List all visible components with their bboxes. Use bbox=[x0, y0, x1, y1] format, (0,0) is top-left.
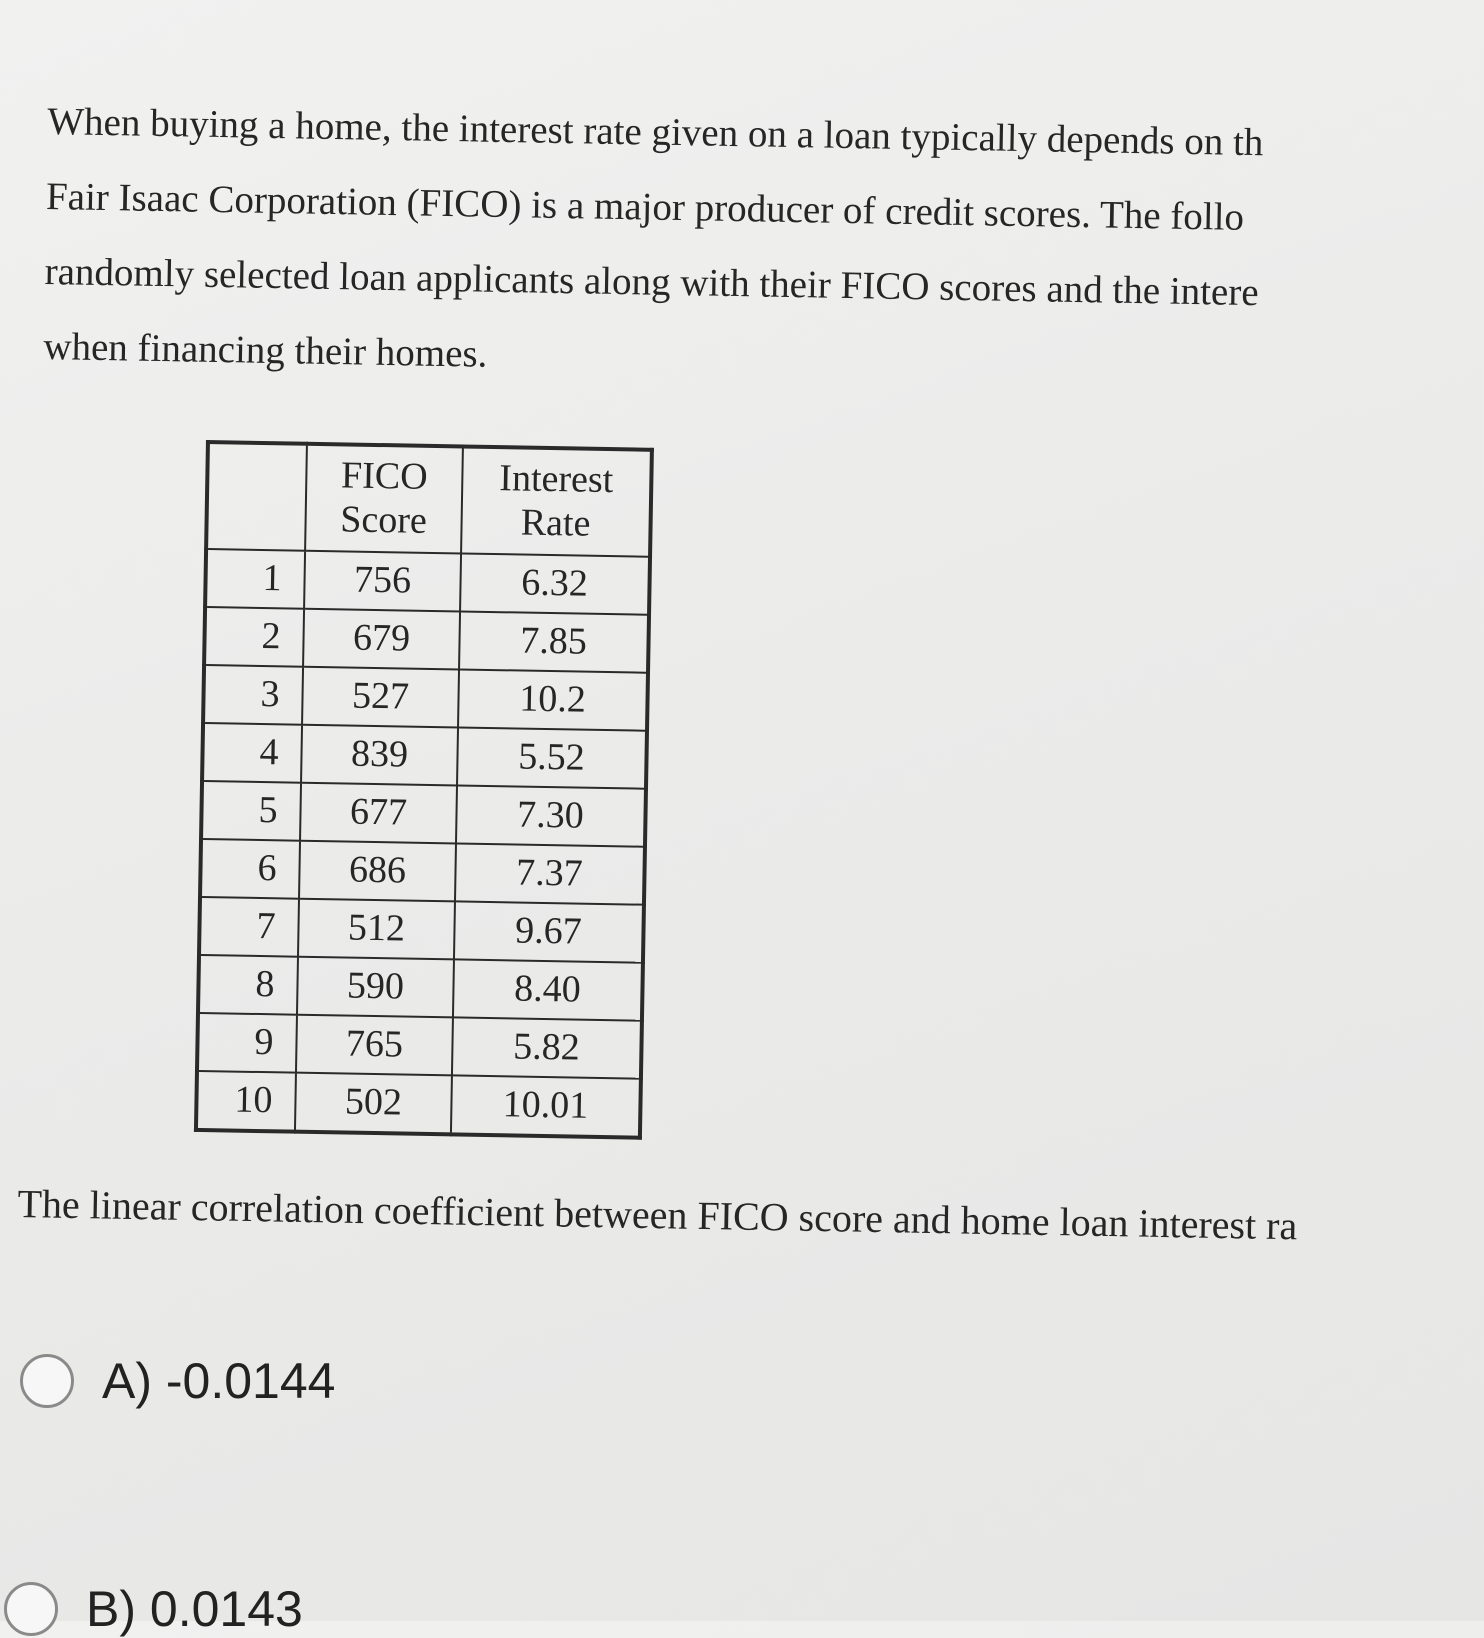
interest-rate-cell: 9.67 bbox=[454, 901, 644, 962]
interest-rate-cell: 10.01 bbox=[451, 1075, 641, 1137]
interest-rate-cell: 10.2 bbox=[458, 669, 648, 730]
table-row bbox=[203, 665, 648, 731]
intro-line: Fair Isaac Corporation (FICO) is a major producer of credit scores. The follo bbox=[45, 174, 1245, 239]
row-number: 9 bbox=[197, 1013, 297, 1073]
table-row bbox=[197, 1013, 642, 1079]
row-number: 8 bbox=[198, 955, 298, 1015]
interest-rate-cell: 7.30 bbox=[456, 785, 646, 846]
question-text: The linear correlation coefficient between FICO score and home loan interest ra bbox=[17, 1180, 1298, 1249]
fico-score-cell: 502 bbox=[295, 1073, 452, 1135]
radio-button-icon[interactable] bbox=[4, 1582, 58, 1636]
intro-line: when financing their homes. bbox=[43, 324, 488, 376]
row-number: 7 bbox=[199, 897, 299, 957]
interest-rate-cell: 7.85 bbox=[459, 611, 649, 672]
table-row bbox=[198, 955, 643, 1021]
answer-option-a[interactable] bbox=[20, 1352, 335, 1410]
table-corner-cell bbox=[206, 442, 307, 551]
row-number: 5 bbox=[201, 781, 301, 841]
table-row bbox=[196, 1071, 641, 1138]
table-row bbox=[200, 839, 645, 905]
header-fico-score: FICO Score bbox=[305, 444, 463, 554]
fico-score-cell: 839 bbox=[301, 725, 458, 786]
fico-score-cell: 765 bbox=[296, 1015, 453, 1076]
fico-score-cell: 686 bbox=[299, 841, 456, 902]
intro-line: When buying a home, the interest rate given on a loan typically depends on th bbox=[46, 99, 1264, 165]
interest-rate-cell: 7.37 bbox=[455, 843, 645, 904]
data-table-container bbox=[194, 440, 654, 1140]
table-row bbox=[205, 549, 650, 615]
option-label[interactable]: A) -0.0144 bbox=[102, 1353, 336, 1409]
interest-rate-cell: 5.52 bbox=[457, 727, 647, 788]
table-row bbox=[199, 897, 644, 963]
row-number: 4 bbox=[202, 723, 302, 783]
interest-rate-cell: 8.40 bbox=[453, 959, 643, 1020]
fico-score-cell: 756 bbox=[304, 551, 461, 612]
row-number: 6 bbox=[200, 839, 300, 899]
table-row bbox=[202, 723, 647, 789]
table-header-row bbox=[206, 442, 652, 557]
row-number: 10 bbox=[196, 1071, 296, 1132]
header-interest-rate: Interest Rate bbox=[461, 446, 652, 556]
row-number: 2 bbox=[204, 607, 304, 667]
intro-paragraph bbox=[43, 84, 1484, 410]
row-number: 3 bbox=[203, 665, 303, 725]
table-row bbox=[201, 781, 646, 847]
radio-button-icon[interactable] bbox=[20, 1354, 74, 1408]
fico-score-cell: 527 bbox=[302, 667, 459, 728]
fico-interest-table bbox=[194, 440, 654, 1140]
interest-rate-cell: 6.32 bbox=[460, 553, 650, 614]
answer-option-b[interactable] bbox=[4, 1580, 303, 1638]
intro-line: randomly selected loan applicants along with their FICO scores and the intere bbox=[44, 249, 1259, 315]
fico-score-cell: 590 bbox=[297, 957, 454, 1018]
fico-score-cell: 512 bbox=[298, 899, 455, 960]
fico-score-cell: 679 bbox=[303, 609, 460, 670]
fico-score-cell: 677 bbox=[300, 783, 457, 844]
option-label[interactable]: B) 0.0143 bbox=[86, 1581, 303, 1637]
table-row bbox=[204, 607, 649, 673]
interest-rate-cell: 5.82 bbox=[452, 1017, 642, 1078]
row-number: 1 bbox=[205, 549, 305, 609]
